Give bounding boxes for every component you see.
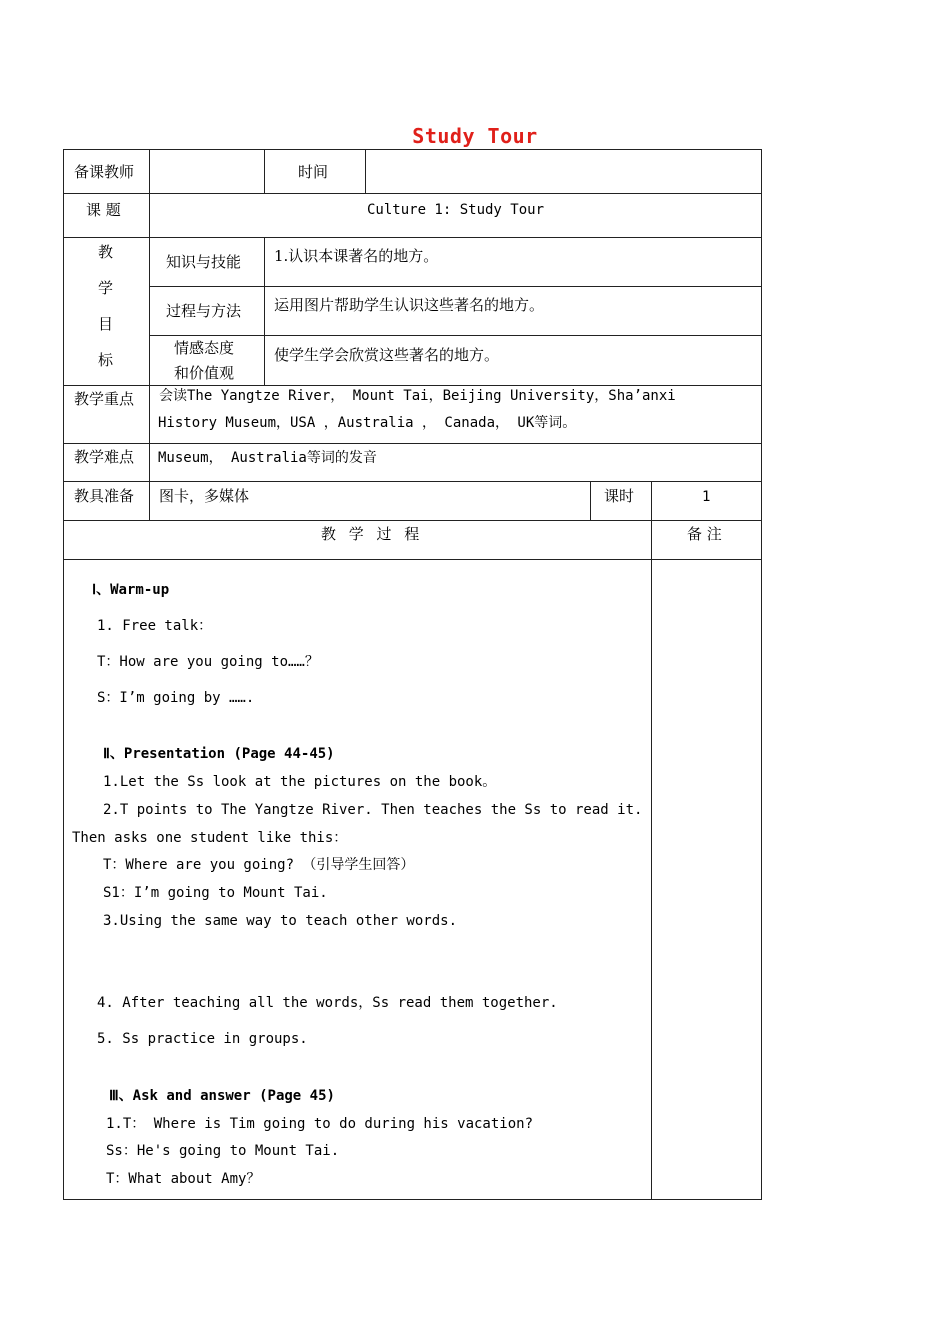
table-rule — [63, 559, 762, 560]
table-rule — [63, 385, 762, 386]
process-line: T：Where are you going? （引导学生回答） — [103, 857, 415, 873]
period-label: 课时 — [604, 487, 635, 505]
process-line: 2.T points to The Yangtze River. Then teaches the Ss to read it. — [103, 802, 643, 818]
table-rule — [264, 237, 265, 385]
materials-text: 图卡，多媒体 — [159, 487, 250, 505]
objectives-label-char: 目 — [98, 315, 114, 333]
topic-value: Culture 1: Study Tour — [367, 202, 545, 218]
process-line: T：What about Amy？ — [106, 1171, 261, 1187]
process-line: 1. Free talk： — [97, 618, 213, 634]
table-rule — [63, 237, 762, 238]
topic-label: 课 题 — [86, 201, 121, 219]
key-points-line: History Museum，USA ，Australia ， Canada， UK等词。 — [158, 415, 577, 431]
table-rule — [590, 481, 591, 520]
notes-header: 备 注 — [687, 525, 722, 543]
table-rule — [149, 149, 150, 193]
table-rule — [63, 193, 762, 194]
process-line: 1.Let the Ss look at the pictures on the book。 — [103, 774, 497, 790]
process-methods-label: 过程与方法 — [166, 302, 242, 320]
knowledge-skills-text: 1.认识本课著名的地方。 — [274, 247, 439, 265]
table-rule — [149, 237, 150, 385]
teacher-label: 备课教师 — [74, 163, 135, 181]
table-rule — [651, 481, 652, 520]
table-rule — [63, 481, 762, 482]
difficulties-text: Museum， Australia等词的发音 — [158, 450, 377, 466]
table-rule — [149, 335, 762, 336]
table-rule — [651, 520, 652, 1200]
process-line: Ss：He's going to Mount Tai. — [106, 1143, 340, 1159]
section-heading: Ⅱ、Presentation (Page 44-45) — [103, 746, 335, 762]
attitude-values-text: 使学生学会欣赏这些著名的地方。 — [274, 346, 500, 364]
table-rule — [63, 520, 762, 521]
process-line: S1：I’m going to Mount Tai. — [103, 885, 328, 901]
time-label: 时间 — [298, 163, 329, 181]
attitude-values-label: 和价值观 — [174, 364, 235, 382]
table-rule — [365, 149, 366, 193]
knowledge-skills-label: 知识与技能 — [166, 253, 242, 271]
table-rule — [149, 443, 150, 481]
process-line: 5. Ss practice in groups. — [97, 1031, 308, 1047]
process-line: S：I’m going by ……. — [97, 690, 255, 706]
process-line: 3.Using the same way to teach other words. — [103, 913, 458, 929]
table-rule — [149, 481, 150, 520]
section-heading: Ⅲ、Ask and answer (Page 45) — [109, 1088, 335, 1104]
process-header: 教 学 过 程 — [321, 525, 420, 543]
process-line: T：How are you going to……？ — [97, 654, 319, 670]
table-rule — [63, 443, 762, 444]
table-rule — [761, 149, 762, 1200]
process-methods-text: 运用图片帮助学生认识这些著名的地方。 — [274, 296, 545, 314]
attitude-values-label: 情感态度 — [174, 339, 235, 357]
process-line: 4. After teaching all the words，Ss read them together. — [97, 995, 558, 1011]
objectives-label-char: 学 — [98, 279, 114, 297]
section-heading: Ⅰ、Warm-up — [92, 582, 170, 598]
table-rule — [264, 149, 265, 193]
table-rule — [63, 149, 64, 1200]
process-line: 1.T： Where is Tim going to do during his vacation? — [106, 1116, 534, 1132]
materials-label: 教具准备 — [74, 487, 135, 505]
table-rule — [149, 286, 762, 287]
table-rule — [149, 193, 150, 237]
key-points-line: 会读The Yangtze River， Mount Tai，Beijing University，Sha’anxi — [159, 388, 676, 404]
document-title: Study Tour — [412, 124, 538, 148]
objectives-label-char: 标 — [98, 351, 114, 369]
objectives-label-char: 教 — [98, 243, 114, 261]
table-rule — [63, 1199, 762, 1200]
table-rule — [63, 149, 762, 150]
key-points-label: 教学重点 — [74, 390, 135, 408]
period-value: 1 — [702, 489, 711, 505]
difficulties-label: 教学难点 — [74, 448, 135, 466]
process-line: Then asks one student like this： — [72, 830, 348, 846]
table-rule — [149, 385, 150, 443]
